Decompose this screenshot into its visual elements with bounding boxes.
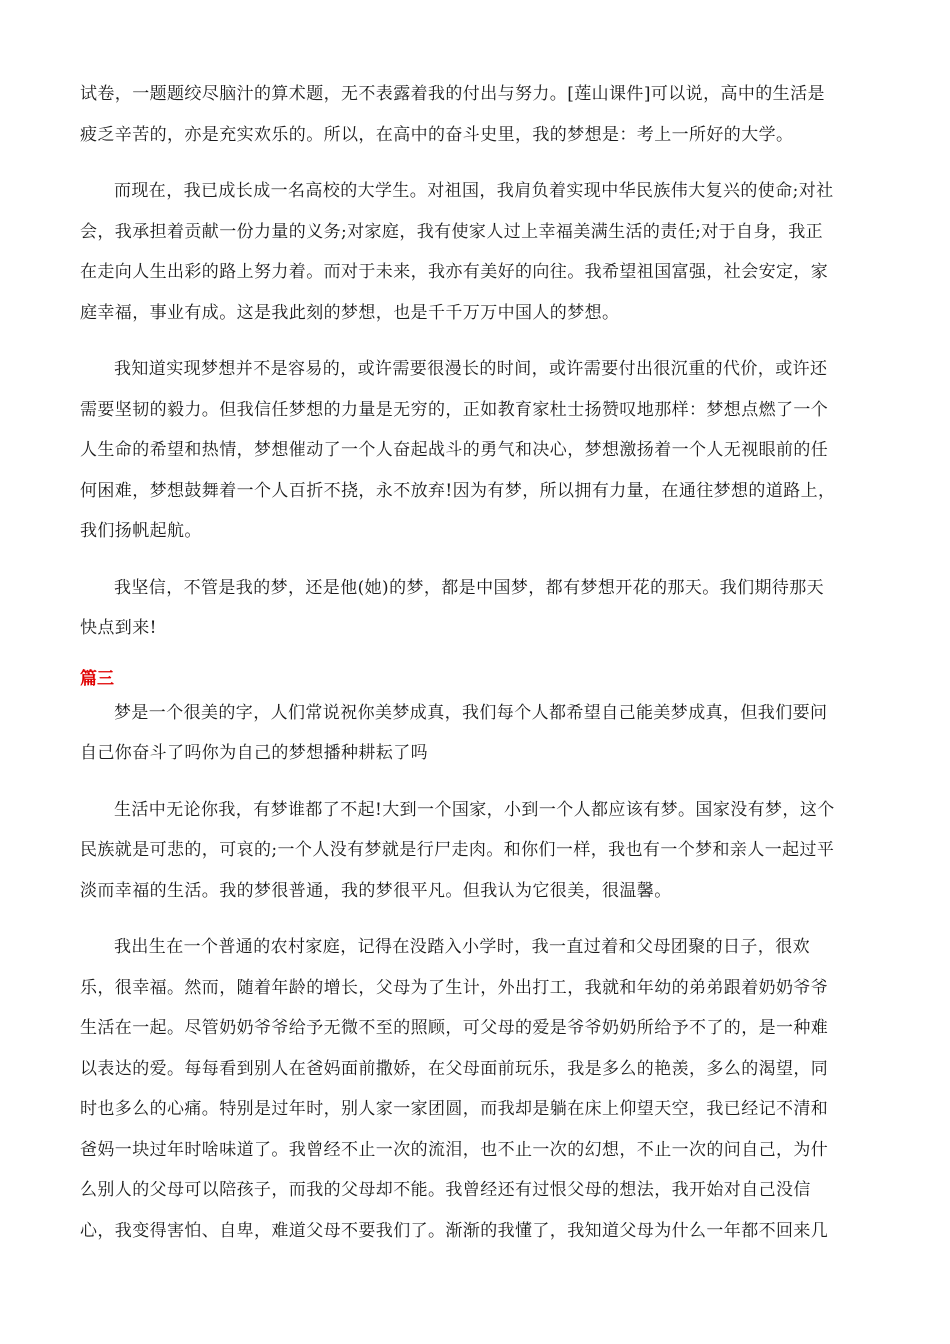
text-line: 乐，很幸福。然而，随着年龄的增长，父母为了生计，外出打工，我就和年幼的弟弟跟着奶奶爷爷 [80,977,829,998]
document-page [80,74,870,1267]
paragraph-p6 [80,790,870,912]
text-line: 么别人的父母可以陪孩子，而我的父母却不能。我曾经还有过恨父母的想法，我开始对自己没信 [80,1180,811,1200]
text-line: 以表达的爱。每每看到别人在爸妈面前撒娇，在父母面前玩乐，我是多么的艳羡，多么的渴望，同 [80,1058,829,1079]
paragraph-p5 [80,693,870,774]
text-line: 在走向人生出彩的路上努力着。而对于未来，我亦有美好的向往。我希望祖国富强，社会安定，家 [80,262,829,282]
text-line: 自己你奋斗了吗你为自己的梦想播种耕耘了吗 [80,743,428,763]
paragraph-p7 [80,927,870,1251]
text-line: 而现在，我已成长成一名高校的大学生。对祖国，我肩负着实现中华民族伟大复兴的使命;对社 [114,181,834,201]
text-line: 我出生在一个普通的农村家庭，记得在没踏入小学时，我一直过着和父母团聚的日子，很欢 [114,937,810,957]
text-line: 人生命的希望和热情，梦想催动了一个人奋起战斗的勇气和决心，梦想激扬着一个人无视眼前的任 [80,440,829,460]
text-line: 淡而幸福的生活。我的梦很普通，我的梦很平凡。但我认为它很美，很温馨。 [80,880,672,901]
text-line: 爸妈一块过年时啥味道了。我曾经不止一次的流泪，也不止一次的幻想，不止一次的问自己，为什 [80,1139,829,1160]
paragraphs-before-heading [80,74,870,649]
section-heading: 篇三 [80,668,114,689]
text-line: 何困难，梦想鼓舞着一个人百折不挠，永不放弃!因为有梦，所以拥有力量，在通往梦想的道路上， [80,480,836,501]
text-line: 疲乏辛苦的，亦是充实欢乐的。所以，在高中的奋斗史里，我的梦想是：考上一所好的大学。 [80,124,794,145]
text-line: 我知道实现梦想并不是容易的，或许需要很漫长的时间，或许需要付出很沉重的代价，或许还 [114,359,828,379]
text-line: 民族就是可悲的，可哀的;一个人没有梦就是行尸走肉。和你们一样，我也有一个梦和亲人一起过平 [80,840,835,860]
text-line: 梦是一个很美的字，人们常说祝你美梦成真，我们每个人都希望自己能美梦成真，但我们要问 [114,702,828,723]
paragraph-p3 [80,349,870,552]
text-line: 心，我变得害怕、自卑，难道父母不要我们了。渐渐的我懂了，我知道父母为什么一年都不回来几 [80,1220,829,1241]
text-line: 快点到来! [80,618,157,638]
text-line: 试卷，一题题绞尽脑汁的算术题，无不表露着我的付出与努力。[莲山课件]可以说，高中的生活是 [80,84,825,104]
text-line: 我坚信，不管是我的梦，还是他(她)的梦，都是中国梦，都有梦想开花的那天。我们期待那天 [114,577,825,598]
paragraphs-after-heading [80,693,870,1252]
paragraph-p2 [80,171,870,333]
text-line: 时也多么的心痛。特别是过年时，别人家一家团圆，而我却是躺在床上仰望天空，我已经记不清和 [80,1099,829,1119]
text-line: 庭幸福，事业有成。这是我此刻的梦想，也是千千万万中国人的梦想。 [80,302,620,323]
text-line: 需要坚韧的毅力。但我信任梦想的力量是无穷的，正如教育家杜士扬赞叹地那样：梦想点燃了一个 [80,399,829,420]
text-line: 生活中无论你我，有梦谁都了不起!大到一个国家，小到一个人都应该有梦。国家没有梦，这个 [114,799,835,820]
text-line: 生活在一起。尽管奶奶爷爷给予无微不至的照顾，可父母的爱是爷爷奶奶所给予不了的，是一种难 [80,1018,829,1038]
text-line: 我们扬帆起航。 [80,521,202,541]
text-line: 会，我承担着贡献一份力量的义务;对家庭，我有使家人过上幸福美满生活的责任;对于自身，我正 [80,221,824,242]
paragraph-p4 [80,568,870,649]
paragraph-p1 [80,74,870,155]
